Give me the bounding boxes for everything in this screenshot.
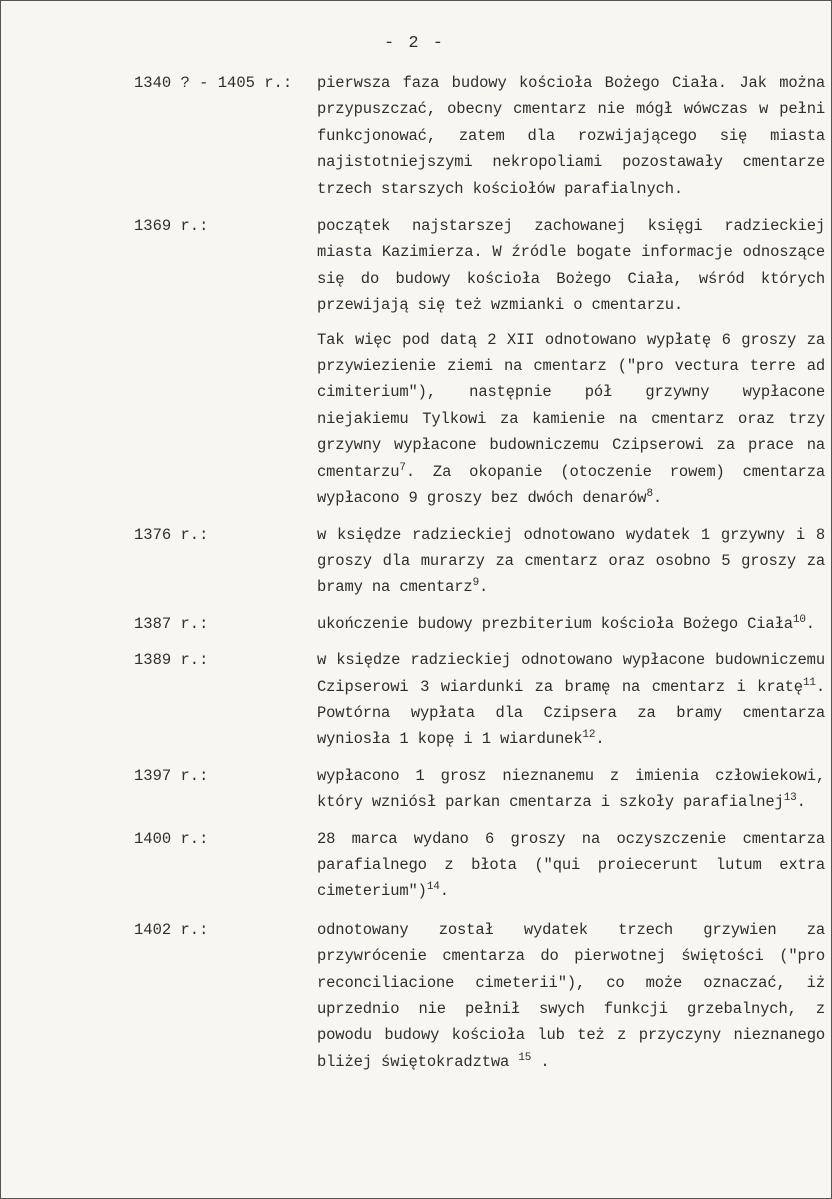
footnote-reference: 13 bbox=[783, 792, 797, 805]
footnote-reference: 15 bbox=[518, 1051, 532, 1064]
chronology-entry bbox=[0, 213, 832, 511]
footnote-reference: 7 bbox=[399, 461, 406, 474]
chronology-entry bbox=[0, 70, 832, 202]
text-segment: . bbox=[652, 489, 663, 508]
text-segment: w księdze radzieckiej odnotowano wypłacone budowniczemu Czipserowi 3 wiardunki za bramę na cmentarz i kratę bbox=[317, 651, 825, 696]
text-segment: początek najstarszej zachowanej księgi radzieckiej miasta Kazimierza. W źródle bogate informacje odnoszące się do budowy kościoła Bożego Ciała, wśród których przewijają się też wzmianki o cmentarzu. bbox=[317, 217, 825, 315]
text-segment: . bbox=[439, 882, 449, 901]
entry-date: 1397 r.: bbox=[134, 766, 209, 785]
entry-date: 1387 r.: bbox=[134, 614, 209, 633]
entry-date: 1369 r.: bbox=[134, 217, 209, 236]
text-segment: ukończenie budowy prezbiterium kościoła Bożego Ciała bbox=[317, 614, 793, 633]
text-segment: . bbox=[796, 793, 806, 812]
text-segment: . bbox=[805, 614, 815, 633]
chronology-entry bbox=[0, 647, 832, 753]
entry-date: 1402 r.: bbox=[134, 920, 209, 939]
entry-date: 1400 r.: bbox=[134, 829, 209, 848]
entry-paragraph bbox=[317, 327, 825, 512]
entry-paragraph bbox=[317, 826, 825, 905]
text-segment: . Powtórna wypłata dla Czipsera za bramy cmentarza wyniosła 1 kopę i 1 wiardunek bbox=[317, 677, 825, 749]
entry-text bbox=[317, 70, 825, 202]
text-segment: odnotowany został wydatek trzech grzywien za przywrócenie cmentarza do pierwotnej świętości ("pro reconciliacione cimeterii"), co może oznaczać, iż uprzednio nie pełnił swych funkcji grzebalnych, z powodu budowy kościoła lub też z przyczyny nieznanego bliżej świętokradztwa bbox=[317, 920, 825, 1071]
text-segment: w księdze radzieckiej odnotowano wydatek 1 grzywny i 8 groszy dla murarzy za cmentarz oraz osobno 5 groszy za bramy na cmentarz bbox=[317, 525, 825, 597]
text-segment: . bbox=[479, 578, 489, 597]
chronology-entry bbox=[0, 763, 832, 816]
entry-paragraph bbox=[317, 70, 825, 202]
chronology-entry bbox=[0, 611, 832, 637]
chronology-entry bbox=[0, 917, 832, 1075]
text-segment: 28 marca wydano 6 groszy na oczyszczenie cmentarza parafialnego z błota ("qui proiecerunt lutum extra cimeterium") bbox=[317, 829, 825, 901]
chronology-list bbox=[0, 70, 832, 1075]
entry-paragraph bbox=[317, 522, 825, 601]
footnote-reference: 14 bbox=[426, 881, 440, 894]
entry-paragraph bbox=[317, 763, 825, 816]
text-segment: . bbox=[531, 1052, 550, 1071]
entry-text bbox=[317, 763, 825, 816]
page-number: - 2 - bbox=[384, 34, 446, 53]
entry-date: 1376 r.: bbox=[134, 525, 209, 544]
text-segment: pierwsza faza budowy kościoła Bożego Ciała. Jak można przypuszczać, obecny cmentarz nie mógł wówczas w pełni funkcjonować, zatem dla rozwijającego się miasta najistotniejszymi nekropoliami pozostawały cmentarze trzech starszych kościołów parafialnych. bbox=[317, 74, 825, 198]
entry-paragraph bbox=[317, 213, 825, 319]
text-segment: . bbox=[595, 730, 605, 749]
entry-paragraph bbox=[317, 917, 825, 1075]
text-segment: wypłacono 1 grosz nieznanemu z imienia człowiekowi, który wzniósł parkan cmentarza i szkoły parafialnej bbox=[317, 766, 825, 812]
entry-text bbox=[317, 213, 825, 511]
footnote-reference: 12 bbox=[582, 729, 596, 742]
footnote-reference: 9 bbox=[472, 577, 480, 590]
entry-date: 1340 ? - 1405 r.: bbox=[134, 74, 293, 92]
text-segment: . Za okopanie (otoczenie rowem) cmentarza wypłacono 9 groszy bez dwóch denarów bbox=[317, 462, 825, 508]
entry-paragraph bbox=[317, 611, 825, 637]
entry-text bbox=[317, 522, 825, 601]
entry-text bbox=[317, 647, 825, 753]
text-segment: Tak więc pod datą 2 XII odnotowano wypłatę 6 groszy za przywiezienie ziemi na cmentarz ("pro vectura terre ad cimiterium"), następnie pół grzywny wypłacone niejakiemu Tylkowi za kamienie na cmentarz oraz trzy grzywny wypłacone budowniczemu Czipserowi za prace na cmentarzu bbox=[317, 330, 825, 481]
footnote-reference: 8 bbox=[646, 488, 653, 501]
entry-date: 1389 r.: bbox=[134, 651, 209, 670]
chronology-entry bbox=[0, 522, 832, 601]
entry-paragraph bbox=[317, 647, 825, 753]
entry-text bbox=[317, 917, 825, 1075]
chronology-entry bbox=[0, 826, 832, 905]
footnote-reference: 10 bbox=[792, 613, 806, 626]
footnote-reference: 11 bbox=[802, 676, 816, 689]
entry-text bbox=[317, 611, 825, 637]
entry-text bbox=[317, 826, 825, 905]
